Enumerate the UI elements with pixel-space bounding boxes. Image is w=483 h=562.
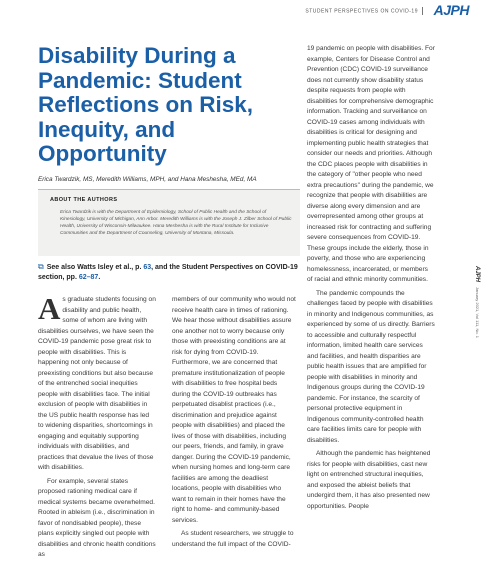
paragraph: members of our community who would not receive health care in times of rationing. We hear those without disabilities assure one another not to worry because only those with preexisting conditions are at risk for dying from COVID-19. Furthermore, we are concerned that premature institutionalization of people with disabilities to free hospital beds during the COVID-19 outbreaks has perpetuated disablist practices (i.e., discrimination and prejudice against people with disabilities) and placed the lives of those with disabilities, including our peers, friends, and family, in grave danger. During the COVID-19 pandemic, when nursing homes and long-term care facilities are among the deadliest locations, people with disabilities who want to remain in their homes have the right to home- and community-based services. bbox=[172, 296, 296, 524]
side-journal-logo: AJPH bbox=[474, 266, 480, 283]
journal-logo: AJPH bbox=[433, 2, 469, 18]
body-column-3 bbox=[307, 44, 435, 512]
see-also-note bbox=[38, 262, 300, 283]
running-head: STUDENT PERSPECTIVES ON COVID-19 bbox=[305, 7, 423, 15]
paragraph: As student researchers, we struggle to understand the full impact of the COVID- bbox=[172, 530, 294, 548]
link-icon: ⧉ bbox=[38, 262, 44, 271]
see-also-page-link[interactable]: 63 bbox=[143, 264, 152, 271]
see-also-mid: , and the Student Perspectives on COVID-19 section, pp. bbox=[38, 264, 298, 281]
author-line: Erica Twardzik, MS, Meredith Williams, MPH, and Hana Meshesha, MEd, MA bbox=[38, 176, 257, 183]
paragraph bbox=[38, 291, 156, 474]
side-issue-info: January 2021, Vol 111, No. 1 bbox=[475, 287, 480, 338]
see-also-suffix: . bbox=[98, 274, 101, 281]
paragraph: For example, several states proposed rationing medical care if medical systems became overwhelmed. Rooted in ableism (i.e., discrimination in favor of nondisabled people), these plans explicitly singled out people with disabilities and chronic health conditions as bbox=[38, 477, 156, 558]
drop-cap: A bbox=[38, 291, 61, 326]
body-column-2 bbox=[172, 295, 296, 550]
about-text: Erica Twardzik is with the Department of Epidemiology, School of Public Health and the School of Kinesiology, University of Michigan, Ann Arbor. Meredith Williams is with the Joseph J. Zilber School of Public Health, University of Wisconsin-Milwaukee. Hana Meshesha is with the Rural Institute for Inclusive Communities and the Department of Counseling, University of Montana, Missoula. bbox=[60, 210, 292, 237]
paragraph: The pandemic compounds the challenges faced by people with disabilities in minority and Indigenous communities, as experienced by some of us directly. Barriers to accessible and culturally respectful information, limited health care services and facilities, and health disparities are public health issues that are amplified for people with disabilities in minority and Indigenous groups during the COVID-19 pandemic. For instance, the scarcity of personal protective equipment in Indigenous community-controlled health care facilities limits care for people with disabilities. bbox=[307, 289, 435, 444]
paragraph-text: s graduate students focusing on disability and public health, some of whom are living with disabilities ourselves, we have seen the COVID-19 pandemic pose great risk to people with disabilities. This is happening not only because of preexisting conditions but also because of the entrenched social inequities people with disabilities face. The initial exclusion of people with disabilities in the US public health response has led to widening disparities, shortcomings in engaging and equitably supporting individuals with disabilities, and practices that devalue the lives of those with disabilities. bbox=[38, 296, 156, 471]
about-the-authors-box bbox=[38, 189, 300, 256]
about-heading: ABOUT THE AUTHORS bbox=[50, 197, 118, 203]
paragraph: Although the pandemic has heightened risks for people with disabilities, cast new light on entrenched structural inequities, and exposed the ableist beliefs that undergird them, it has also presented new opportunities. People bbox=[307, 450, 431, 510]
see-also-section-link[interactable]: 62–87 bbox=[78, 274, 99, 281]
paragraph: 19 pandemic on people with disabilities. For example, Centers for Disease Control and Prevention (CDC) COVID-19 surveillance does not currently show disability status despite requests from people with disabilities for comprehensive demographic information. Tracking and surveillance on COVID-19 cases among individuals with disabilities is critical for designing and implementing public health strategies that consider our needs and priorities. Although the CDC places people with disabilities in the category of "other people who need extra precautions" during the pandemic, we recognize that people with disabilities are diverse along every dimension and are overrepresented among other groups at increased risk for contracting and suffering severe consequences from COVID-19. These groups include the elderly, those in poverty, and those who are experiencing homelessness, incarcerated, or members of racial and ethnic minority communities. bbox=[307, 45, 435, 283]
running-header bbox=[0, 0, 483, 20]
body-column-1 bbox=[38, 291, 156, 561]
article-title: Disability During a Pandemic: Student Reflections on Risk, Inequity, and Opportunity bbox=[38, 43, 254, 166]
see-also-prefix: See also Watts Isley et al., p. bbox=[46, 264, 144, 271]
